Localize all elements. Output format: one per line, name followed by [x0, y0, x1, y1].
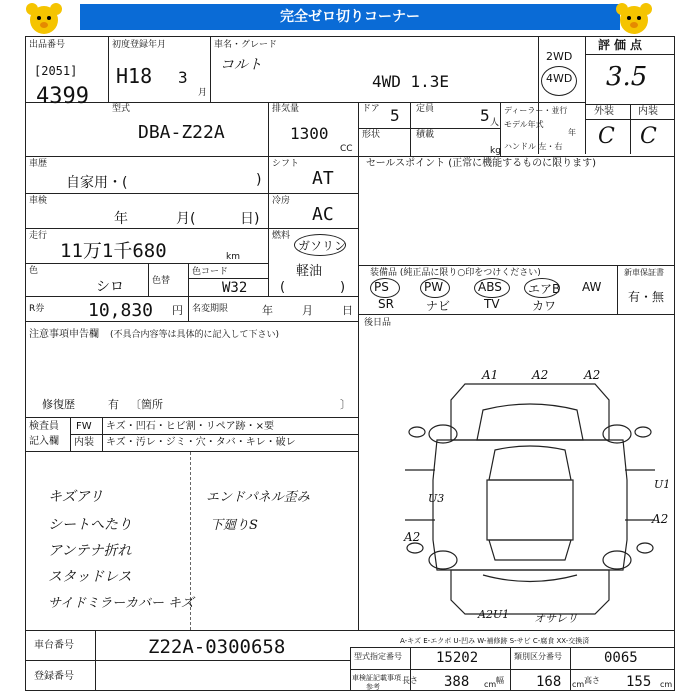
history-label: 車歴: [29, 159, 48, 169]
load-label: 積載: [416, 130, 435, 140]
repair-place: 〔箇所: [130, 398, 163, 411]
displacement-label: 排気量: [272, 104, 300, 114]
page-title: 完全ゼロ切りコーナー: [80, 4, 620, 30]
damage-legend: A-キズ E-エクボ U-凹み W-補修跡 S-サビ C-腐食 XX-交換済: [400, 637, 590, 645]
inspection-year: 年: [114, 211, 128, 227]
registration-month-unit: 月: [198, 88, 208, 98]
auction-code: [2051]: [34, 64, 78, 78]
sales-point-label: セールスポイント (正常に機能するものに限ります): [366, 158, 597, 169]
tax-day: 日: [342, 304, 353, 317]
equipment-label: 装備品 (純正品に限り○印をつけください): [370, 268, 541, 278]
equip-ps: PS: [374, 280, 389, 294]
spec-width-unit: cm: [572, 680, 585, 689]
car-name: コルト: [220, 57, 262, 73]
damage-mark-top-3: A2: [584, 368, 601, 382]
history-close: ): [256, 172, 262, 188]
registration-no-label: 登録番号: [34, 671, 74, 682]
tax-year: 年: [262, 304, 273, 317]
shape-label: 形状: [362, 130, 381, 140]
capacity-unit: 人: [490, 118, 500, 128]
auction-number-label: 出品番号: [29, 40, 66, 50]
rear-seat-label: 後日品: [364, 318, 392, 328]
spec-height-label: 高さ: [584, 676, 600, 685]
drive-2wd-label: 2WD: [546, 50, 573, 63]
dealer-label: ディーラー・並行: [504, 106, 568, 115]
doors-value: 5: [390, 106, 400, 125]
history-value: 自家用・(: [66, 175, 128, 191]
rating-label: 評価点: [598, 38, 647, 52]
model-year-label: モデル年式: [504, 120, 544, 129]
model-value: DBA-Z22A: [138, 122, 225, 143]
displacement-value: 1300: [290, 124, 329, 143]
capacity-label: 定員: [416, 104, 435, 114]
repair-close: 〕: [340, 398, 351, 411]
damage-mark-bottom-o: オサレリ: [534, 612, 578, 625]
spec-length-value: 388: [444, 674, 470, 690]
color-code-label: 色コード: [192, 267, 229, 277]
spec-height-value: 155: [626, 674, 652, 690]
check-label-1: 検査員: [29, 421, 59, 432]
remark-right-2: 下廻りS: [210, 518, 258, 533]
fuel-paren-close: ): [340, 280, 346, 295]
check-interior-items: キズ・汚レ・ジミ・穴・タバ・キレ・破レ: [106, 437, 296, 448]
drive-4wd-label: 4WD: [546, 72, 573, 85]
color-code: W32: [222, 280, 248, 296]
inspection-label: 車検: [29, 196, 48, 206]
aircon-label: 冷房: [272, 196, 291, 206]
warranty-label: 新車保証書: [624, 268, 664, 277]
equip-navi: ナビ: [426, 299, 451, 313]
equip-pw: PW: [424, 280, 444, 294]
car-grade: 4WD 1.3E: [372, 72, 450, 91]
inspection-month: 月(: [176, 211, 196, 227]
remark-left-1: キズアリ: [48, 489, 104, 505]
displacement-unit: CC: [340, 144, 353, 154]
check-fw-items: キズ・凹石・ヒビ割・リペア跡・×要: [106, 421, 274, 432]
chassis-value: Z22A-0300658: [148, 636, 286, 658]
remark-left-4: スタッドレス: [48, 569, 132, 585]
fuel-diesel: 軽油: [296, 264, 323, 279]
repair-label: 修復歴: [42, 398, 75, 411]
damage-mark-left-a: A2: [404, 530, 421, 544]
price-value: 10,830: [88, 300, 154, 321]
color-value: シロ: [96, 279, 124, 295]
spec-type-value: 15202: [436, 650, 479, 666]
repair-value: 有: [108, 398, 119, 411]
equip-abs-circle: [474, 278, 510, 298]
spec-length-unit: cm: [484, 680, 497, 689]
damage-mark-left-u: U3: [428, 492, 445, 505]
car-name-label: 車名・グレード: [214, 40, 278, 50]
mascot-right-icon: [612, 2, 656, 36]
mileage-value: 11万1千680: [60, 240, 167, 262]
aircon-value: AC: [312, 204, 334, 225]
remark-right-1: エンドパネル歪み: [206, 490, 310, 505]
auction-number: 4399: [36, 84, 89, 109]
damage-mark-top-1: A1: [482, 368, 499, 382]
warranty-value: 有・無: [628, 290, 665, 304]
remark-left-2: シートへたり: [48, 517, 132, 533]
model-label: 型式: [112, 104, 131, 114]
capacity-value: 5: [480, 106, 490, 125]
spec-width-value: 168: [536, 674, 562, 690]
handle-label: ハンドル 左・右: [504, 142, 563, 151]
chassis-label: 車台番号: [34, 640, 74, 651]
price-unit: 円: [172, 304, 183, 317]
interior-grade: C: [640, 124, 657, 149]
interior-label: 内装: [638, 106, 658, 117]
equip-airbag: エアB: [528, 282, 561, 296]
exterior-grade: C: [598, 124, 615, 149]
remark-left-5: サイドミラーカバー キズ: [48, 596, 194, 611]
fuel-gasoline: ガソリン: [298, 239, 347, 253]
spec-height-unit: cm: [660, 680, 673, 689]
damage-mark-bottom-a: A2U1: [478, 608, 510, 621]
price-label: R券: [29, 304, 45, 314]
mascot-left-icon: [22, 2, 66, 36]
spec-type-label: 型式指定番号: [354, 652, 402, 661]
mileage-unit: km: [226, 252, 240, 262]
spec-ref-1: 車検証記載事項: [352, 674, 401, 682]
equip-airbag-circle: [524, 278, 560, 298]
notes-sub: (不具合内容等は具体的に記入して下さい): [110, 330, 280, 340]
color-change-label: 色替: [152, 276, 171, 286]
equip-leather: カワ: [532, 299, 557, 313]
spec-width-label: 幅: [496, 676, 504, 685]
equip-tv: TV: [484, 297, 500, 311]
equip-abs: ABS: [478, 280, 502, 294]
check-fw-label: FW: [76, 421, 92, 432]
color-label: 色: [29, 266, 39, 276]
damage-mark-right-u: U1: [654, 478, 671, 491]
damage-mark-right-a: A2: [652, 512, 669, 526]
equip-pw-circle: [420, 278, 450, 298]
equip-aw: AW: [582, 280, 602, 294]
check-label-2: 記入欄: [29, 436, 59, 447]
damage-mark-top-2: A2: [532, 368, 549, 382]
remark-left-3: アンテナ折れ: [48, 543, 132, 559]
notes-label: 注意事項申告欄: [29, 329, 99, 340]
registration-month: 3: [178, 68, 188, 87]
fuel-label: 燃料: [272, 231, 291, 241]
check-interior-label: 内装: [74, 437, 94, 448]
mileage-label: 走行: [29, 231, 48, 241]
equip-sr: SR: [378, 297, 394, 311]
spec-ref-2: 参考: [366, 683, 380, 691]
shift-value: AT: [312, 168, 334, 189]
registration-era: H18: [116, 64, 153, 88]
load-unit: kg: [490, 146, 501, 156]
rating-score: 3.5: [606, 62, 648, 92]
tax-month: 月: [302, 304, 313, 317]
fuel-paren-open: (: [280, 280, 286, 295]
exterior-label: 外装: [594, 106, 614, 117]
tax-label: 名変期限: [192, 304, 229, 314]
shift-label: シフト: [272, 159, 300, 169]
spec-class-value: 0065: [604, 650, 638, 666]
spec-length-label: 長さ: [402, 676, 418, 685]
model-year-unit: 年: [568, 128, 576, 137]
registration-label: 初度登録年月: [112, 40, 167, 50]
equip-ps-circle: [370, 278, 400, 298]
spec-class-label: 類別区分番号: [514, 652, 562, 661]
inspection-day: 日): [240, 211, 260, 227]
doors-label: ドア: [362, 104, 380, 114]
